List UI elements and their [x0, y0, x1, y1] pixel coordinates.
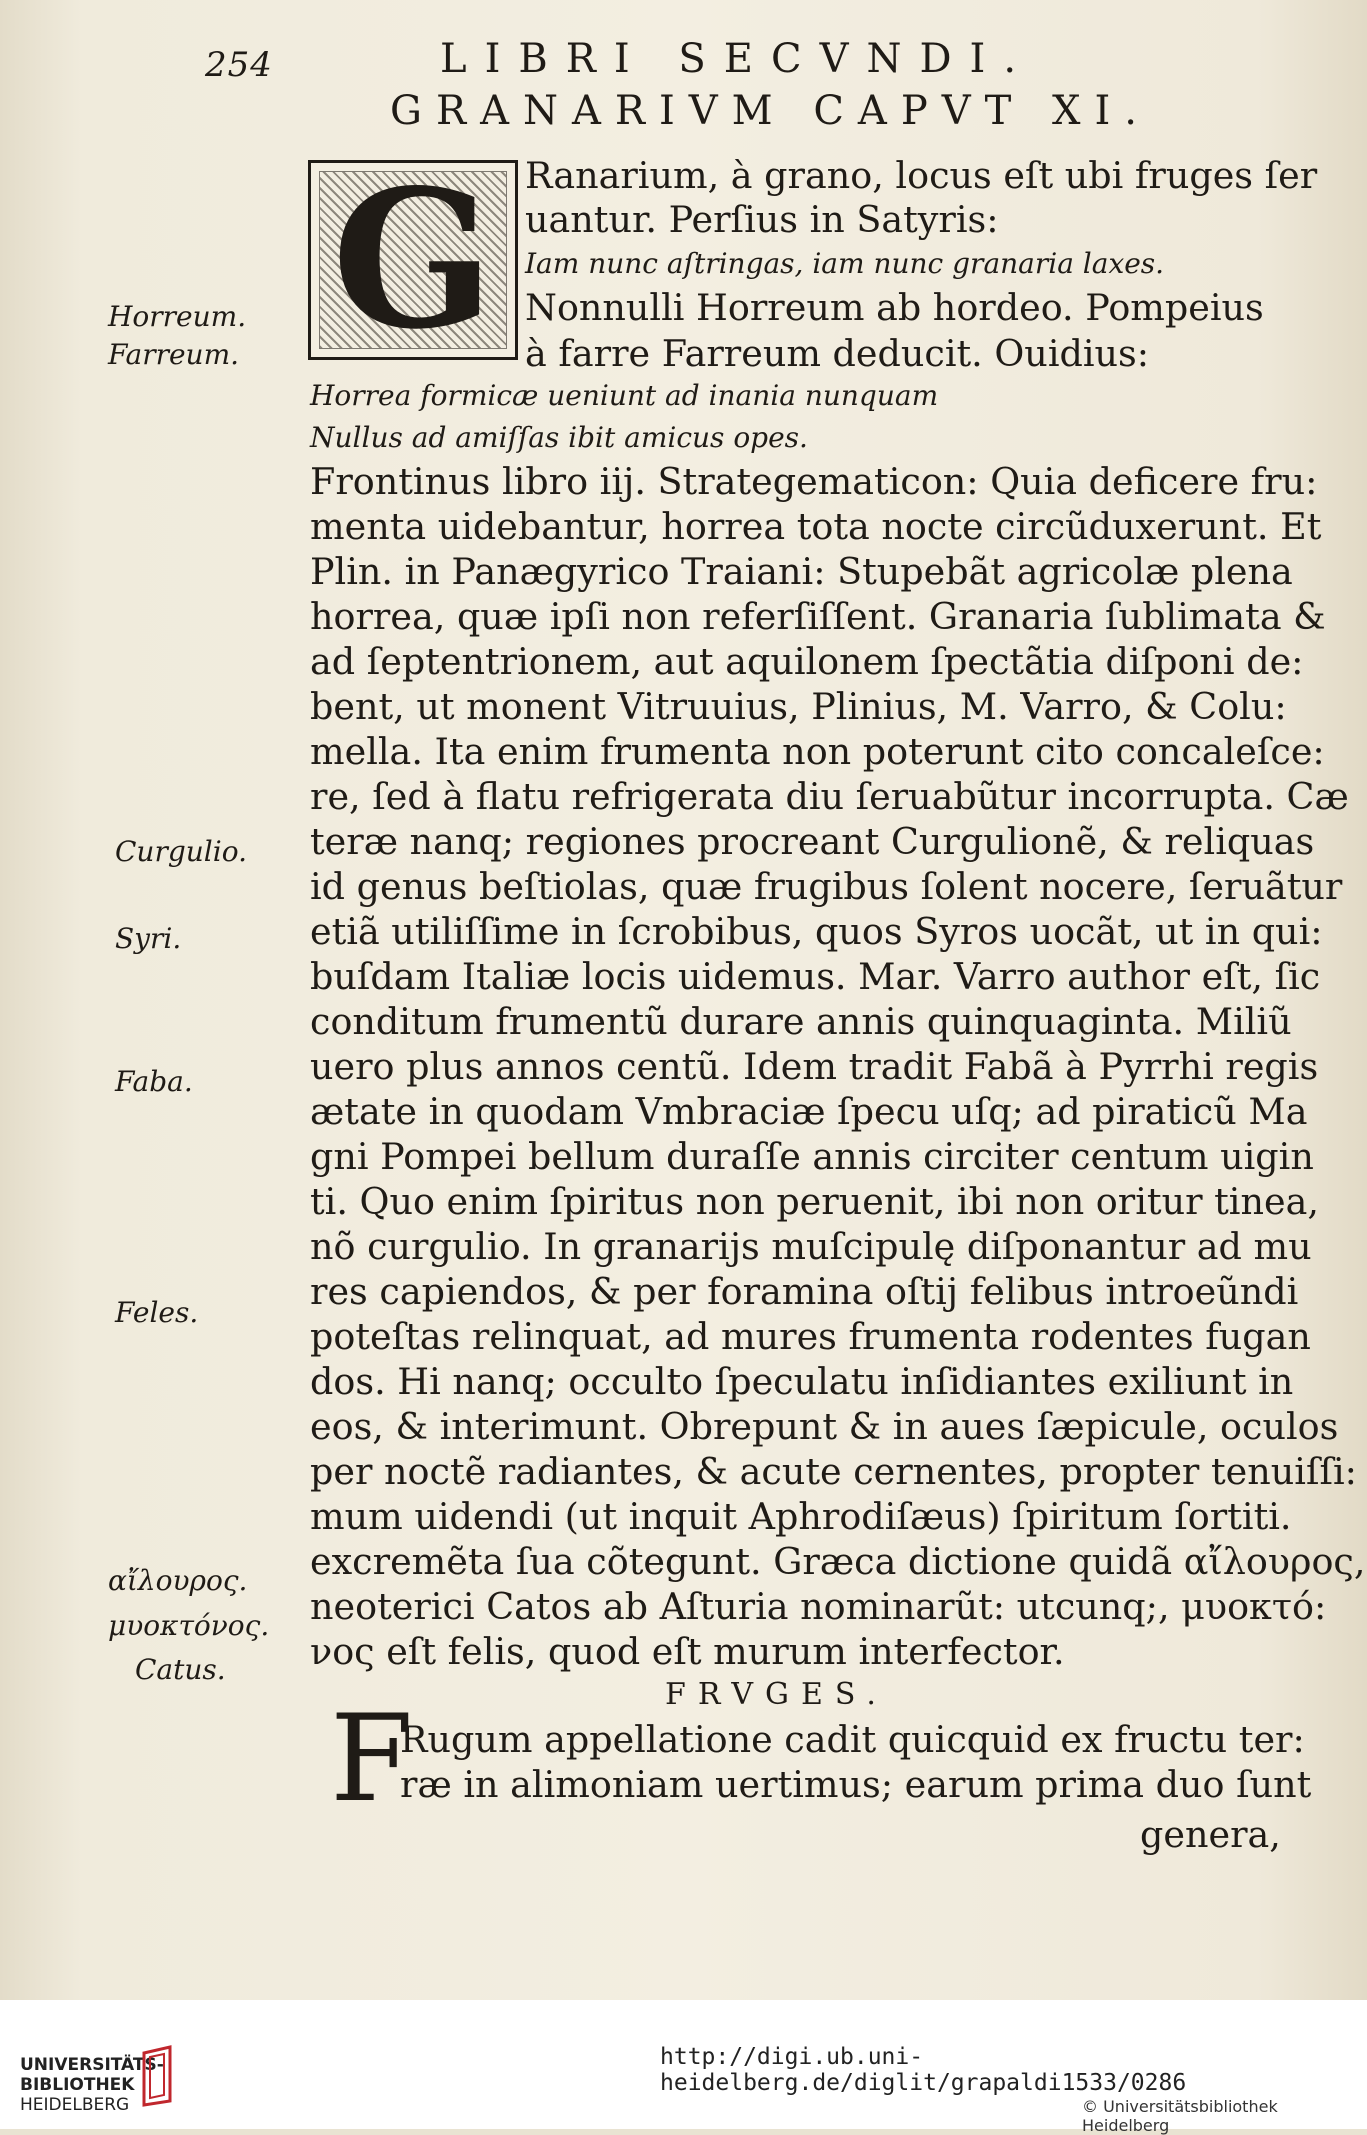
logo-line: UNIVERSITÄTS-: [20, 2055, 164, 2075]
text-line: à farre Farreum deducit. Ouidius:: [525, 332, 1150, 375]
margin-note: Catus.: [135, 1653, 226, 1686]
folio-number: 254: [205, 45, 273, 85]
text-line: etiã utiliſſime in ſcrobibus, quos Syros uocãt, ut in qui:: [310, 910, 1323, 953]
text-line: dos. Hi nanq; occulto ſpeculatu inſidiantes exiliunt in: [310, 1360, 1294, 1403]
text-line: bent, ut monent Vitruuius, Plinius, M. Varro, & Colu:: [310, 685, 1287, 728]
margin-note: αἴλουρος.: [108, 1564, 248, 1597]
text-line: conditum frumentũ durare annis quinquaginta. Miliũ: [310, 1000, 1292, 1043]
text-line: mum uidendi (ut inquit Aphrodiſæus) ſpiritum ſortiti.: [310, 1495, 1292, 1538]
text-line: gni Pompei bellum duraſſe annis circiter centum uigin: [310, 1135, 1314, 1178]
text-line: nõ curgulio. In granarijs muſcipulę diſponantur ad mu: [310, 1225, 1312, 1268]
margin-note: μυοκτόνος.: [108, 1609, 270, 1642]
text-line: Plin. in Panægyrico Traiani: Stupebãt agricolæ plena: [310, 550, 1293, 593]
text-line: Horrea formicæ ueniunt ad inania nunquam: [310, 379, 939, 412]
logo-line: HEIDELBERG: [20, 2095, 130, 2115]
section-heading: FRVGES.: [665, 1677, 888, 1712]
margin-note: Faba.: [115, 1065, 193, 1098]
text-line: uero plus annos centũ. Idem tradit Fabã à Pyrrhi regis: [310, 1045, 1319, 1088]
decorated-initial: [308, 148, 518, 371]
text-line: Nullus ad amiſſas ibit amicus opes.: [310, 421, 808, 454]
text-line: poteſtas relinquat, ad mures frumenta rodentes fugan: [310, 1315, 1311, 1358]
text-line: Nonnulli Horreum ab hordeo. Pompeius: [525, 286, 1264, 329]
copyright-notice: © Universitätsbibliothek Heidelberg: [1082, 2097, 1278, 2135]
text-line: re, ſed à flatu refrigerata diu ſeruabũtur incorrupta. Cæ: [310, 775, 1349, 818]
catchword: genera,: [1140, 1813, 1281, 1856]
text-line: per noctẽ radiantes, & acute cernentes, propter tenuiſſi:: [310, 1450, 1357, 1493]
margin-note: Curgulio.: [115, 835, 247, 868]
margin-note: Horreum.: [108, 300, 247, 333]
text-line: menta uidebantur, horrea tota nocte circũduxerunt. Et: [310, 505, 1322, 548]
text-line: teræ nanq; regiones procreant Curgulionẽ, & reliquas: [310, 820, 1315, 863]
margin-note: Feles.: [115, 1296, 199, 1329]
text-line: excremẽta ſua cõtegunt. Græca dictione quidã αἴλουρος,: [310, 1540, 1366, 1583]
running-head: LIBRI SECVNDI.: [440, 36, 1035, 82]
text-line: buſdam Italiæ locis uidemus. Mar. Varro author eſt, ſic: [310, 955, 1321, 998]
text-line: neoterici Catos ab Aſturia nominarũt: utcunq;, μυοκτό:: [310, 1585, 1327, 1628]
initial-letter: G: [331, 148, 495, 371]
text-line: id genus beſtiolas, quæ frugibus ſolent nocere, ſeruãtur: [310, 865, 1343, 908]
text-line: eos, & interimunt. Obrepunt & in aues ſæpicule, oculos: [310, 1405, 1339, 1448]
text-line: νος eſt felis, quod eſt murum interfector.: [310, 1630, 1065, 1673]
text-line: mella. Ita enim frumenta non poterunt cito concaleſce:: [310, 730, 1325, 773]
text-line: Ranarium, à grano, locus eſt ubi fruges ſer: [525, 154, 1318, 197]
permalink-url[interactable]: http://digi.ub.uni-heidelberg.de/diglit/grapaldi1533/0286: [660, 2044, 1187, 2096]
margin-note: Farreum.: [108, 338, 240, 371]
text-line: Frontinus libro iij. Strategematicon: Quia deficere fru:: [310, 460, 1318, 503]
text-line: Iam nunc aſtringas, iam nunc granaria laxes.: [525, 247, 1165, 280]
text-line: ræ in alimoniam uertimus; earum prima duo ſunt: [400, 1763, 1312, 1806]
margin-note: Syri.: [115, 922, 182, 955]
logo-line: BIBLIOTHEK: [20, 2075, 135, 2095]
text-line: uantur. Perſius in Satyris:: [525, 198, 999, 241]
library-logo-icon: [140, 2045, 174, 2107]
text-line: ti. Quo enim ſpiritus non peruenit, ibi non oritur tinea,: [310, 1180, 1319, 1223]
text-line: Rugum appellatione cadit quicquid ex fructu ter:: [400, 1718, 1305, 1761]
text-line: ætate in quodam Vmbraciæ ſpecu uſq; ad piraticũ Ma: [310, 1090, 1308, 1133]
text-line: ad ſeptentrionem, aut aquilonem ſpectãtia diſponi de:: [310, 640, 1304, 683]
text-line: horrea, quæ ipſi non referſiſſent. Granaria ſublimata &: [310, 595, 1326, 638]
chapter-title: GRANARIVM CAPVT XI.: [390, 88, 1151, 134]
text-line: res capiendos, & per foramina oſtij felibus introeũndi: [310, 1270, 1299, 1313]
drop-initial: F: [330, 1690, 414, 1829]
